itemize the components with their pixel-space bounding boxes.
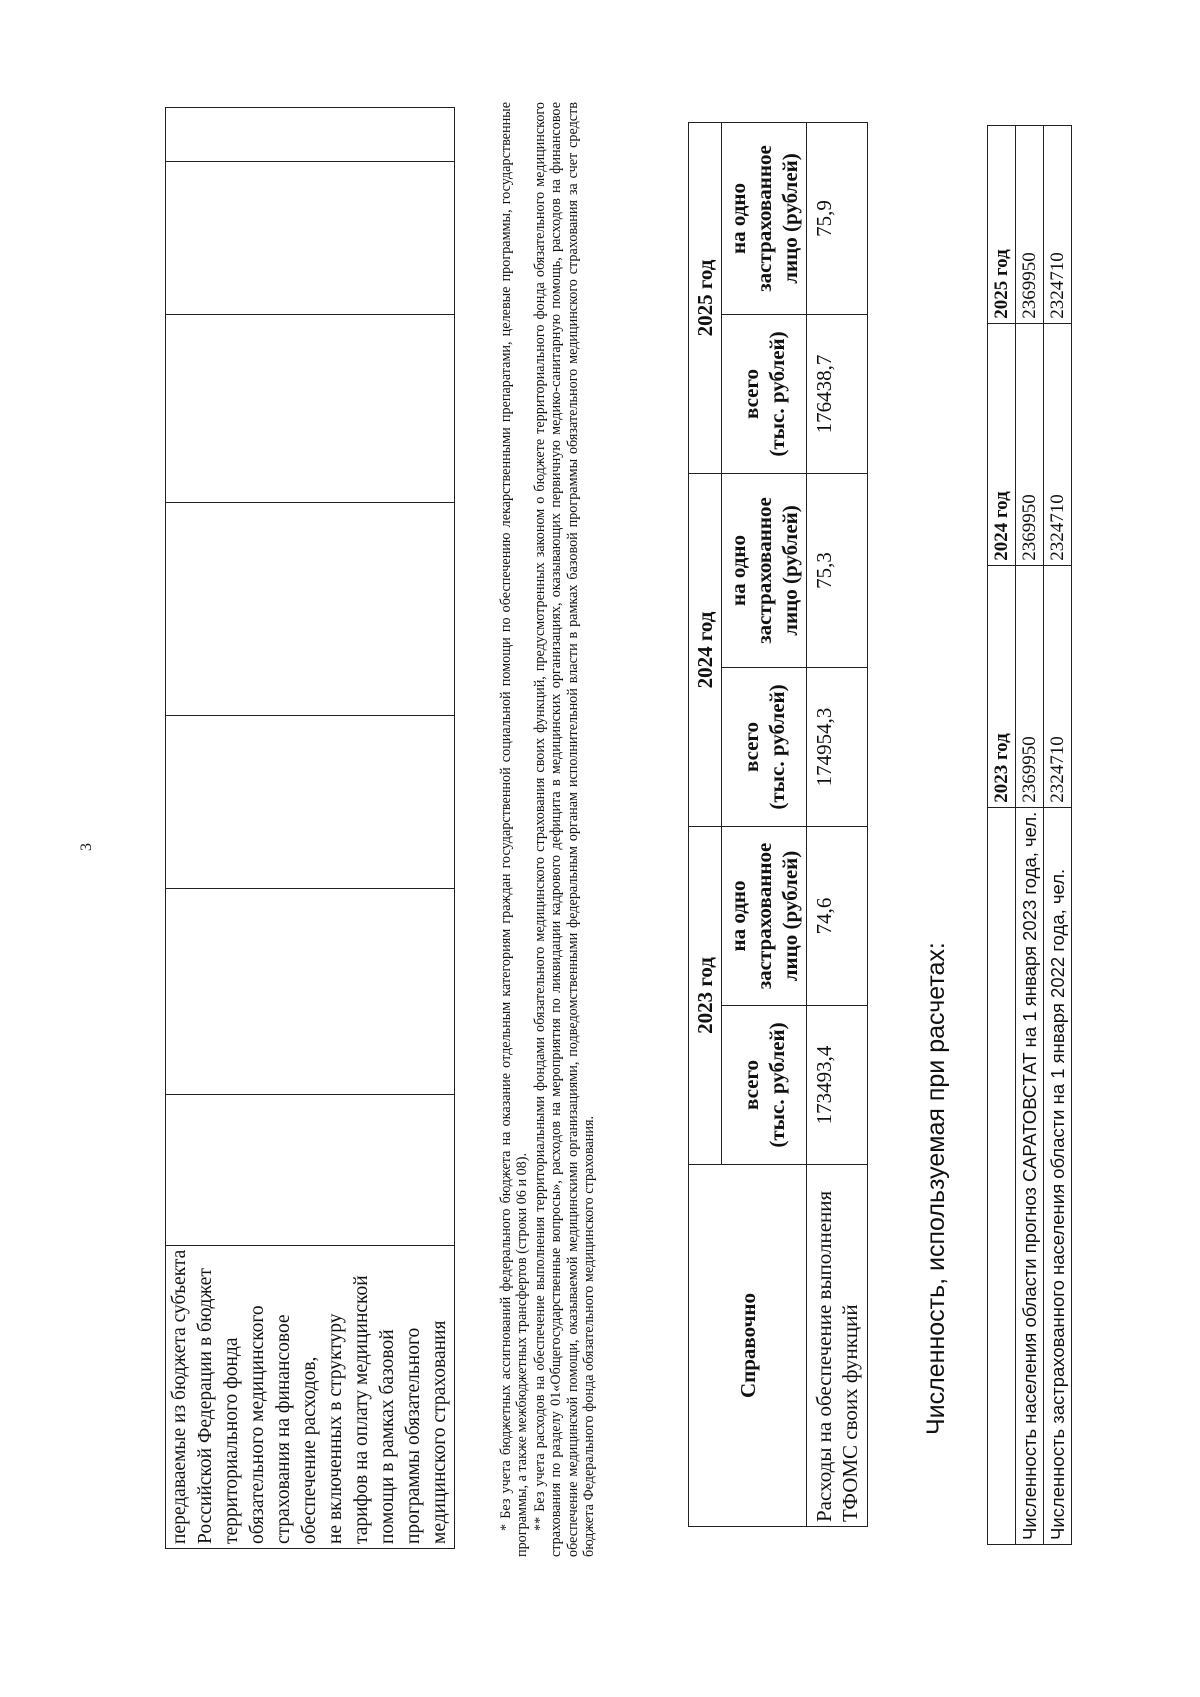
value-cell: 174954,3 xyxy=(807,668,868,827)
subheader-line: застрахованное xyxy=(752,145,776,292)
value-cell: 2369950 xyxy=(1016,323,1044,565)
year-header: 2024 год xyxy=(988,323,1016,565)
table-row xyxy=(166,108,455,1549)
table-header-row xyxy=(988,126,1016,1545)
subheader-line: лицо (рублей) xyxy=(778,850,802,982)
description-line: программы обязательного xyxy=(403,1327,424,1544)
corner-header: Справочно xyxy=(689,1165,807,1527)
subheader-total xyxy=(722,668,807,827)
description-line: не включенных в структуру xyxy=(325,1313,346,1544)
empty-cell xyxy=(166,1094,455,1245)
subheader-line: на одно xyxy=(726,880,750,952)
empty-cell xyxy=(166,161,455,314)
description-line: территориального фонда xyxy=(221,1337,242,1544)
year-header: 2024 год xyxy=(689,474,722,827)
year-header: 2023 год xyxy=(988,565,1016,807)
year-header: 2025 год xyxy=(689,123,722,474)
population-heading: Численность, используемая при расчетах: xyxy=(922,942,950,1435)
value-cell: 2324710 xyxy=(1044,565,1072,807)
subheader-line: (тыс. рублей) xyxy=(765,331,789,457)
value-cell: 173493,4 xyxy=(807,1006,868,1165)
row-label-line: ТФОМС своих функций xyxy=(838,1304,862,1522)
description-line: передаваемые из бюджета субъекта xyxy=(169,1249,190,1544)
population-table xyxy=(987,125,1072,1545)
table-header-row xyxy=(689,123,722,1527)
subheader-total xyxy=(722,1006,807,1165)
value-cell: 2369950 xyxy=(1016,126,1044,324)
empty-cell xyxy=(166,314,455,502)
reference-table xyxy=(688,122,868,1527)
footnote-1: * Без учета бюджетных ассигнований федерального бюджета на оказание отдельным категориям граждан государственной социальной помощи по обеспечению лекарственными препаратами, целевые программы, государственные программы, а также межбюджетных трансфертов (строки 06 и 08). xyxy=(498,102,531,1557)
row-description xyxy=(166,1245,455,1548)
subheader-line: всего xyxy=(739,369,763,420)
subheader-total xyxy=(722,315,807,474)
footnotes xyxy=(498,102,598,1557)
description-line: обязательного медицинского xyxy=(247,1305,268,1544)
subheader-line: лицо (рублей) xyxy=(778,505,802,636)
subheader-line: застрахованное xyxy=(752,497,776,644)
subheader-line: лицо (рублей) xyxy=(778,153,802,284)
subheader-line: застрахованное xyxy=(752,842,776,990)
value-cell: 2369950 xyxy=(1016,565,1044,807)
value-cell: 176438,7 xyxy=(807,315,868,474)
description-line: тарифов на оплату медицинской xyxy=(351,1275,372,1544)
page-number: 3 xyxy=(78,843,95,851)
description-line: помощи в рамках базовой xyxy=(377,1329,398,1544)
subheader-per-person xyxy=(722,123,807,315)
subheader-line: на одно xyxy=(726,183,750,254)
value-cell: 2324710 xyxy=(1044,323,1072,565)
value-cell: 2324710 xyxy=(1044,126,1072,324)
table-row xyxy=(807,123,868,1527)
subheader-per-person xyxy=(722,474,807,668)
empty-cell xyxy=(166,108,455,162)
empty-cell xyxy=(166,502,455,715)
row-label: Численность населения области прогноз САРАТОВСТАТ на 1 января 2023 года, чел. xyxy=(1016,807,1044,1544)
empty-cell xyxy=(166,888,455,1094)
row-label-line: Расходы на обеспечение выполнения xyxy=(812,1190,836,1522)
value-cell: 74,6 xyxy=(807,827,868,1006)
year-header: 2025 год xyxy=(988,126,1016,324)
description-line: медицинского страхования xyxy=(429,1320,450,1544)
value-cell: 75,3 xyxy=(807,474,868,668)
table-row xyxy=(1044,126,1072,1545)
subheader-per-person xyxy=(722,827,807,1006)
budget-transfer-table xyxy=(165,107,455,1549)
description-line: обеспечение расходов, xyxy=(299,1356,320,1544)
empty-cell xyxy=(166,715,455,888)
empty-header xyxy=(988,807,1016,1544)
row-label xyxy=(807,1165,868,1527)
year-header: 2023 год xyxy=(689,827,722,1165)
value-cell: 75,9 xyxy=(807,123,868,315)
row-label: Численность застрахованного населения области на 1 января 2022 года, чел. xyxy=(1044,807,1072,1544)
subheader-line: всего xyxy=(739,1060,763,1111)
subheader-line: всего xyxy=(739,722,763,773)
table-row xyxy=(1016,126,1044,1545)
subheader-line: (тыс. рублей) xyxy=(765,1022,789,1148)
subheader-line: (тыс. рублей) xyxy=(765,684,789,810)
description-line: Российской Федерации в бюджет xyxy=(195,1268,216,1544)
description-line: страхования на финансовое xyxy=(273,1314,294,1544)
subheader-line: на одно xyxy=(726,535,750,606)
footnote-2: ** Без учета расходов на обеспечение выполнения территориальными фондами обязательного медицинского страхования своих функций, предусмотренных законом о бюджете территориального фонда обязательного медицинского страхования по разделу 01«Общегосударственные вопросы», расходов на мероприятия по ликвидации кадрового дефицита в медицинских организациях, оказывающих первичную медико-санитарную помощь, расходов на финансовое обеспечение медицинской помощи, оказываемой медицинскими организациями, подведомственными федеральным органам исполнительной власти в рамках базовой программы обязательного медицинского страхования за счет средств бюджета Федерального фонда обязательного медицинского страхования. xyxy=(531,102,598,1557)
